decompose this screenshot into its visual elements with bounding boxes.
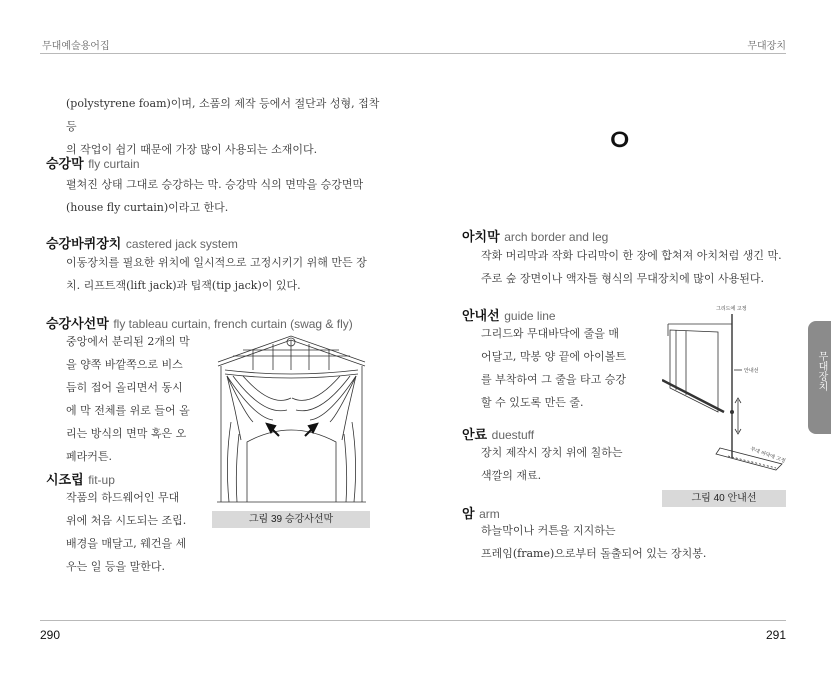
eyebolt-icon	[730, 410, 734, 414]
figure-40-label-floor: 무대 바닥에 고정	[749, 446, 787, 465]
text-line: 색깔의 재료.	[481, 469, 542, 482]
entry-title-fly-tableau: 승강사선막 fly tableau curtain, french curtain (swag & fly)	[46, 317, 353, 332]
text-line: (house fly curtain)이라고 한다.	[66, 201, 229, 214]
entry-title-guide-line: 안내선 guide line	[462, 309, 556, 324]
entry-title-duestuff: 안료 duestuff	[462, 428, 535, 443]
text-line: 작화 머리막과 작화 다리막이 한 장에 합쳐져 아치처럼 생긴 막.	[481, 249, 782, 262]
intro-paragraph	[66, 92, 386, 161]
entry-title-fly-curtain: 승강막 fly curtain	[46, 157, 140, 172]
header-rule	[40, 53, 786, 54]
text-line: 이동장치를 필요한 위치에 일시적으로 고정시키기 위해 만든 장	[66, 256, 367, 269]
text-line: 배경을 매달고, 웨건을 세	[66, 537, 187, 550]
text-line: 중앙에서 분리된 2개의 막	[66, 335, 190, 348]
figure-39-swag-curtain-illustration	[213, 330, 370, 505]
text-line: 프레임(frame)으로부터 돌출되어 있는 장치봉.	[481, 547, 707, 560]
section-glyph: ㅇ	[605, 124, 634, 159]
chapter-side-tab	[808, 321, 831, 434]
entry-body-guide-line	[481, 322, 641, 414]
text-line: 리는 방식의 면막 혹은 오	[66, 427, 187, 440]
figure-40-label-guide-line: 안내선	[744, 368, 759, 374]
text-line: 장치 제작시 장치 위에 칠하는	[481, 446, 623, 459]
text-line: 우는 일 등을 말한다.	[66, 560, 165, 573]
figure-40-caption: 그림 40 안내선	[662, 490, 786, 507]
figure-40-guide-line-illustration	[662, 300, 787, 485]
entry-title-arm: 암 arm	[462, 507, 500, 522]
running-header-left: 무대예술용어집	[42, 41, 110, 52]
text-line: 를 부착하여 그 줄을 타고 승강	[481, 373, 626, 386]
entry-title-fit-up: 시조립 fit-up	[46, 473, 115, 488]
figure-39-caption: 그림 39 승강사선막	[212, 511, 370, 528]
text-line: 페라커튼.	[66, 450, 113, 463]
text-line: 주로 숲 장면이나 액자틀 형식의 무대장치에 많이 사용된다.	[481, 272, 764, 285]
running-header-right: 무대장치	[747, 41, 786, 52]
text-line: 의 작업이 쉽기 때문에 가장 많이 사용되는 소재이다.	[66, 143, 318, 156]
figure-40-label-grid: 그리드에 고정	[716, 306, 747, 312]
text-line: 어달고, 막봉 양 끝에 아이볼트	[481, 350, 626, 363]
entry-body-castered-jack	[66, 251, 386, 297]
text-line: 할 수 있도록 만든 줄.	[481, 396, 584, 409]
text-line: (polystyrene foam)이며, 소품의 제작 등에서 절단과 성형, 접착 등	[66, 97, 380, 133]
entry-title-arch: 아치막 arch border and leg	[462, 230, 609, 245]
entry-body-fly-curtain	[66, 173, 386, 219]
entry-body-fit-up	[66, 486, 206, 578]
text-line: 치. 리프트잭(lift jack)과 팁잭(tip jack)이 있다.	[66, 279, 301, 292]
entry-title-castered-jack: 승강바퀴장치 castered jack system	[46, 237, 238, 252]
text-line: 듬히 접어 올리면서 동시	[66, 381, 183, 394]
text-line: 펼쳐진 상태 그대로 승강하는 막. 승강막 식의 면막을 승강면막	[66, 178, 364, 191]
text-line: 에 막 전체를 위로 들어 올	[66, 404, 190, 417]
text-line: 작품의 하드웨어인 무대	[66, 491, 180, 504]
text-line: 위에 처음 시도되는 조립.	[66, 514, 187, 527]
text-line: 을 양쪽 바깥쪽으로 비스	[66, 358, 183, 371]
entry-body-duestuff	[481, 441, 641, 487]
footer-rule	[40, 620, 786, 621]
entry-body-arch	[481, 244, 791, 290]
entry-body-fly-tableau	[66, 330, 206, 468]
page-number-left: 290	[40, 628, 61, 642]
chapter-side-tab-label: 무대장치	[816, 351, 827, 391]
text-line: 하늘막이나 커튼을 지지하는	[481, 524, 616, 537]
page-number-right: 291	[765, 628, 786, 642]
text-line: 그리드와 무대바닥에 줄을 매	[481, 327, 620, 340]
entry-body-arm	[481, 519, 801, 565]
